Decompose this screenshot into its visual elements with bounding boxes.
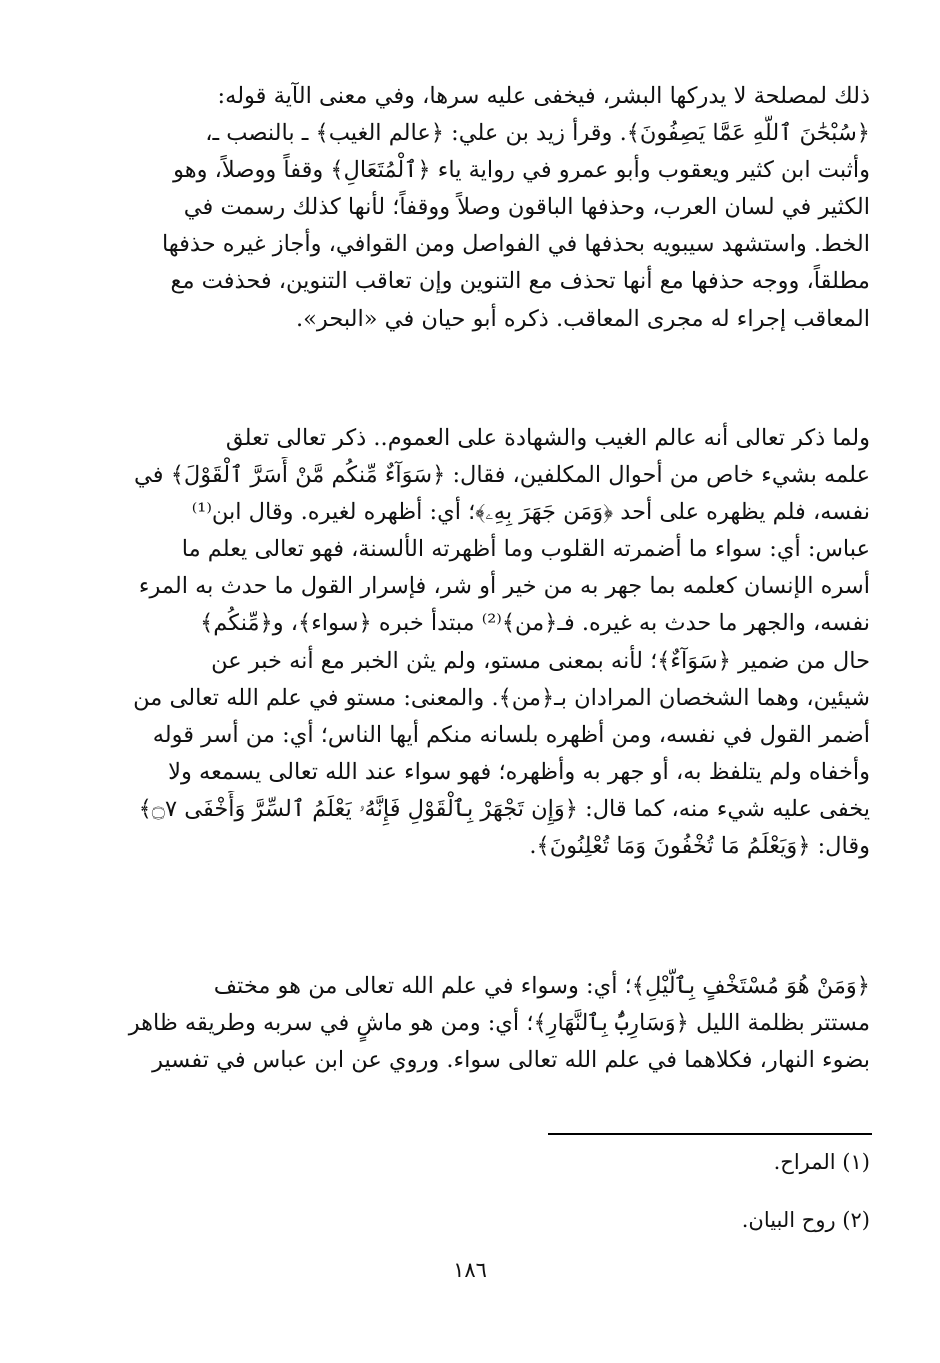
paragraph [100,78,870,338]
text-line: يخفى عليه شيء منه، كما قال: ﴿وَإِن تَجْهَرْ بِٱلْقَوْلِ فَإِنَّهُۥ يَعْلَمُ ٱلسِّرَّ وَأَخْفَى ۝٧﴾ [138,795,870,822]
page-number: ١٨٦ [453,1258,487,1282]
text-line: وأثبت ابن كثير ويعقوب وأبو عمرو في رواية ياء ﴿ٱلْمُتَعَالِ﴾ وقفاً ووصلاً، وهو [173,157,870,184]
text-line: مطلقاً، ووجه حذفها مع أنها تحذف مع التنوين وإن تعاقب التنوين، فحذفت مع [170,268,870,295]
text-line: الخط. واستشهد سيبويه بحذفها في الفواصل ومن القوافي، وأجاز غيره حذفها [161,231,870,258]
text-line: ﴿سُبْحَٰنَ ٱللَّهِ عَمَّا يَصِفُونَ﴾. وقرأ زيد بن علي: ﴿عالم الغيب﴾ ـ بالنصب ـ، [205,120,870,147]
text-line: أضمر القول في نفسه، ومن أظهره بلسانه منكم أيها الناس؛ أي: من أسر قوله [152,721,870,748]
text-line: علمه بشيء خاص من أحوال المكلفين، فقال: ﴿سَوَآءٌ مِّنكُم مَّنْ أَسَرَّ ٱلْقَوْلَ﴾ في [134,462,870,489]
text-line: وقال: ﴿وَيَعْلَمُ مَا تُخْفُونَ وَمَا تُعْلِنُونَ﴾. [529,833,870,860]
text-line: أسره الإنسان كعلمه بما جهر به من خير أو شر، فإسرار القول ما حدث به المرء [138,573,870,600]
footnote-separator [548,1133,872,1135]
text-line: ﴿وَمَنْ هُوَ مُسْتَخْفٍ بِٱلَّيْلِ﴾؛ أي: وسواء في علم الله تعالى من هو مختف [213,973,870,999]
paragraph [100,968,870,1079]
footnote: (٢) روح البيان. [741,1208,870,1232]
text-line: المعاقب إجراء له مجرى المعاقب. ذكره أبو حيان في «البحر». [296,305,870,332]
text-line: ذلك لمصلحة لا يدركها البشر، فيخفى عليه سرها، وفي معنى الآية قوله: [217,83,870,109]
text-line: الكثير في لسان العرب، وحذفها الباقون وصلاً ووقفاً؛ لأنها كذلك رسمت في [183,194,870,221]
text-line: مستتر بظلمة الليل ﴿وَسَارِبٌۢ بِٱلنَّهَارِ﴾؛ أي: ومن هو ماشٍ في سربه وطريقه ظاهر [128,1010,870,1037]
text-line: شيئين، وهما الشخصان المرادان بـ﴿من﴾. والمعنى: مستو في علم الله تعالى من [133,684,870,711]
paragraph [100,420,870,865]
text-line: حال من ضمير ﴿سَوَآءٌ﴾؛ لأنه بمعنى مستو، ولم يثن الخبر مع أنه خبر عن [211,647,870,674]
text-line: بضوء النهار، فكلاهما في علم الله تعالى سواء. وروي عن ابن عباس في تفسير [152,1047,870,1074]
text-line: نفسه، والجهر ما حدث به غيره. فـ﴿من﴾⁽²⁾ مبتدأ خبره ﴿سواء﴾، و﴿مِّنكُم﴾ [200,610,870,637]
text-line: وأخفاه ولم يتلفظ به، أو جهر به وأظهره؛ فهو سواء عند الله تعالى يسمعه ولا [168,758,870,785]
footnote: (١) المراح. [773,1150,870,1174]
text-line: ولما ذكر تعالى أنه عالم الغيب والشهادة على العموم.. ذكر تعالى تعلق [225,425,870,451]
text-line: نفسه، فلم يظهره على أحد ﴿وَمَن جَهَرَ بِهِۦ﴾؛ أي: أظهره لغيره. وقال ابن⁽¹⁾ [191,499,870,526]
text-line: عباس: أي: سواء ما أضمرته القلوب وما أظهرته الألسنة، فهو تعالى يعلم ما [181,536,870,563]
